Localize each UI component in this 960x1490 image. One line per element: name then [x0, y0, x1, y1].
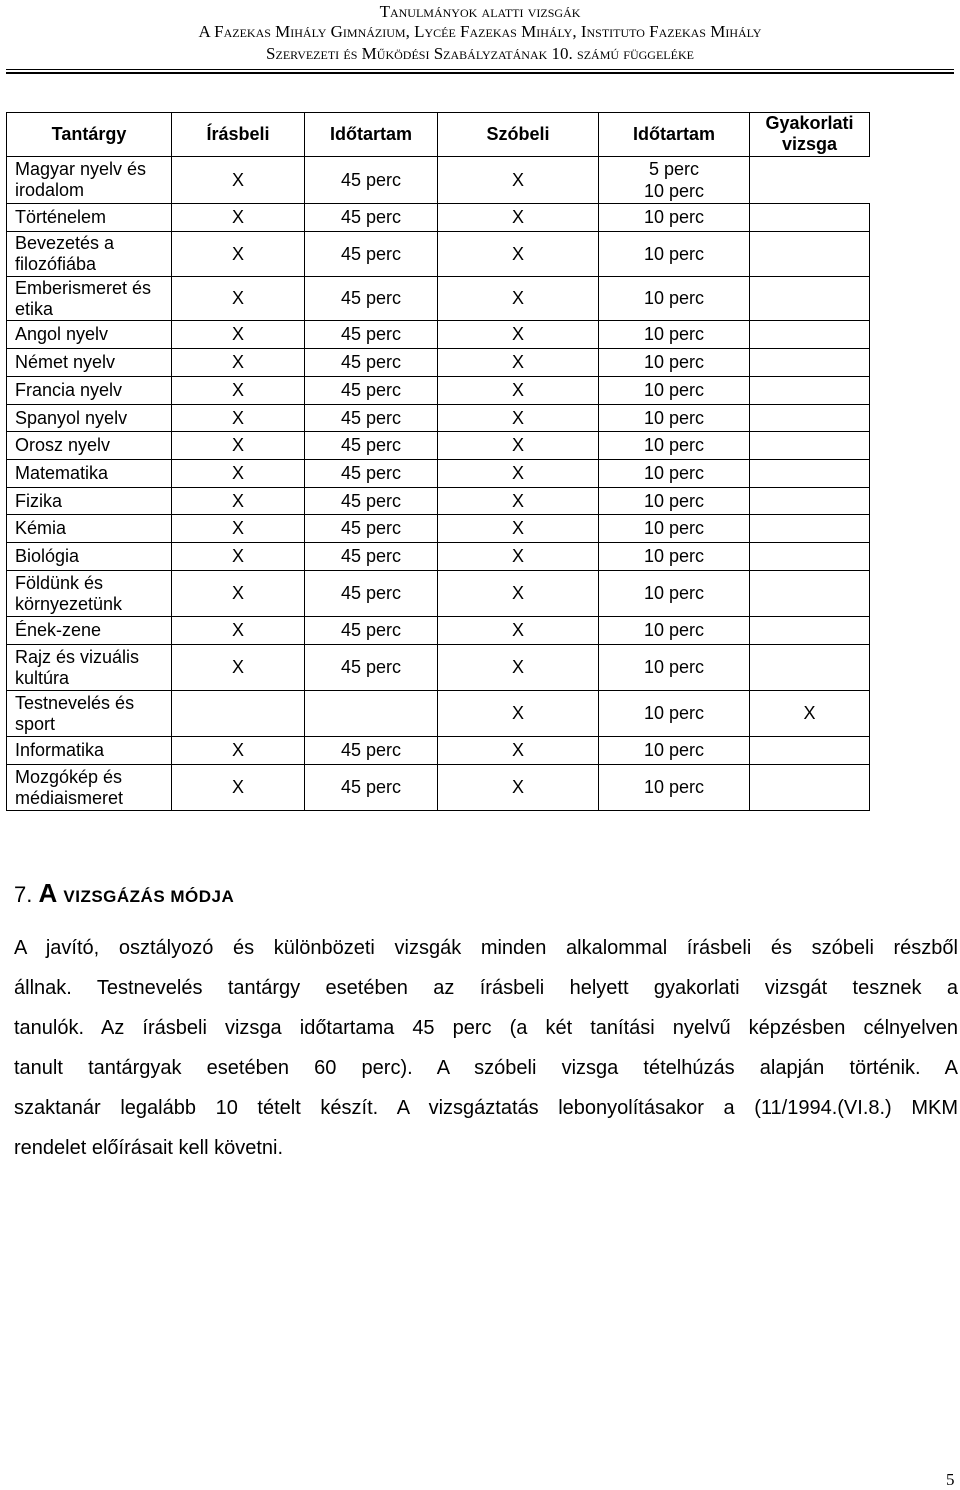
written-duration-cell: 45 perc: [305, 432, 438, 460]
oral-duration-cell: 10 perc: [599, 645, 750, 691]
table-row: [7, 571, 870, 617]
section-number: 7.: [14, 882, 33, 907]
oral-duration-cell: 10 perc: [599, 321, 750, 349]
written-cell: X: [172, 617, 305, 645]
section-title-first: A: [38, 878, 58, 908]
subject-cell: Informatika: [7, 737, 172, 765]
oral-duration-cell: 10 perc: [599, 737, 750, 765]
subject-cell: Testnevelés és sport: [7, 691, 172, 737]
written-cell: X: [172, 571, 305, 617]
paragraph-line: rendelet előírásait kell követni.: [14, 1137, 284, 1159]
written-cell: X: [172, 349, 305, 377]
oral-duration-cell: 10 perc: [599, 515, 750, 543]
subject-cell: Angol nyelv: [7, 321, 172, 349]
header-rule-thin: [6, 69, 954, 70]
written-duration-cell: 45 perc: [305, 571, 438, 617]
practical-cell: [750, 460, 870, 488]
subject-cell: Fizika: [7, 488, 172, 515]
section-heading: [14, 878, 234, 909]
written-cell: X: [172, 737, 305, 765]
header-line-1: Tanulmányok alatti vizsgák: [379, 2, 581, 21]
practical-cell: [750, 321, 870, 349]
oral-cell: X: [438, 405, 599, 432]
header-oral-duration: Időtartam: [599, 113, 750, 157]
section-title-rest: VIZSGÁZÁS MÓDJA: [63, 887, 235, 906]
oral-duration-cell: 10 perc: [599, 460, 750, 488]
table-row: [7, 232, 870, 277]
written-cell: X: [172, 277, 305, 321]
oral-duration-value: 10 perc: [643, 181, 705, 201]
oral-cell: X: [438, 737, 599, 765]
subject-cell: Történelem: [7, 204, 172, 232]
written-duration-cell: 45 perc: [305, 204, 438, 232]
oral-cell: X: [438, 515, 599, 543]
header-line-3: Szervezeti és Működési Szabályzatának 10. számú függeléke: [266, 44, 694, 63]
written-duration-cell: [305, 691, 438, 737]
table-row: [7, 432, 870, 460]
table-row: [7, 460, 870, 488]
subject-cell: Francia nyelv: [7, 377, 172, 405]
practical-cell: [750, 765, 870, 811]
practical-cell: [750, 349, 870, 377]
exam-table: [6, 112, 870, 811]
written-cell: X: [172, 157, 305, 204]
subject-cell: Matematika: [7, 460, 172, 488]
body-paragraph: [14, 928, 958, 1168]
oral-duration-cell: 10 perc: [599, 691, 750, 737]
header-subject: Tantárgy: [7, 113, 172, 157]
header-practical: Gyakorlati vizsga: [750, 113, 870, 157]
practical-cell: [750, 488, 870, 515]
written-duration-cell: 45 perc: [305, 157, 438, 204]
written-duration-cell: 45 perc: [305, 460, 438, 488]
oral-duration-cell: [599, 157, 750, 204]
paragraph-line: szaktanár legalább 10 tételt készít. A vizsgáztatás lebonyolításakor a (11/1994.(VI.8.) MKM: [14, 1097, 958, 1119]
oral-cell: X: [438, 460, 599, 488]
oral-cell: X: [438, 617, 599, 645]
table-row: [7, 515, 870, 543]
header-written-duration: Időtartam: [305, 113, 438, 157]
table-row: [7, 645, 870, 691]
written-duration-cell: 45 perc: [305, 405, 438, 432]
practical-cell: [750, 571, 870, 617]
table-row: [7, 691, 870, 737]
oral-cell: X: [438, 645, 599, 691]
subject-cell: Mozgókép és médiaismeret: [7, 765, 172, 811]
written-duration-cell: 45 perc: [305, 617, 438, 645]
table-row: [7, 765, 870, 811]
practical-cell: [750, 432, 870, 460]
subject-cell: Földünk és környezetünk: [7, 571, 172, 617]
written-cell: X: [172, 204, 305, 232]
oral-duration-value: 5 perc: [648, 159, 700, 179]
table-row: [7, 617, 870, 645]
written-duration-cell: 45 perc: [305, 765, 438, 811]
table-row: [7, 204, 870, 232]
header-oral: Szóbeli: [438, 113, 599, 157]
table-row: [7, 349, 870, 377]
paragraph-line: tanult tantárgyak esetében 60 perc). A szóbeli vizsga tételhúzás alapján történik. A: [14, 1057, 958, 1079]
practical-cell: [750, 543, 870, 571]
practical-cell: [750, 377, 870, 405]
subject-cell: Spanyol nyelv: [7, 405, 172, 432]
oral-duration-cell: 10 perc: [599, 432, 750, 460]
written-cell: X: [172, 321, 305, 349]
subject-cell: Emberismeret és etika: [7, 277, 172, 321]
practical-cell: [750, 617, 870, 645]
oral-cell: X: [438, 232, 599, 277]
oral-cell: X: [438, 765, 599, 811]
oral-cell: X: [438, 277, 599, 321]
oral-duration-cell: 10 perc: [599, 349, 750, 377]
paragraph-line: tanulók. Az írásbeli vizsga időtartama 45 perc (a két tanítási nyelvű képzésben célnyelven: [14, 1017, 958, 1039]
written-cell: X: [172, 232, 305, 277]
practical-cell: [750, 737, 870, 765]
written-duration-cell: 45 perc: [305, 488, 438, 515]
header-line-2: A Fazekas Mihály Gimnázium, Lycée Fazekas Mihály, Instituto Fazekas Mihály: [198, 22, 762, 41]
table-row: [7, 737, 870, 765]
written-duration-cell: 45 perc: [305, 277, 438, 321]
written-cell: X: [172, 377, 305, 405]
oral-cell: X: [438, 543, 599, 571]
subject-cell: Orosz nyelv: [7, 432, 172, 460]
written-duration-cell: 45 perc: [305, 515, 438, 543]
practical-cell: [750, 515, 870, 543]
practical-cell: [750, 232, 870, 277]
oral-cell: X: [438, 321, 599, 349]
written-cell: X: [172, 515, 305, 543]
subject-cell: Biológia: [7, 543, 172, 571]
table-row: [7, 405, 870, 432]
oral-cell: X: [438, 432, 599, 460]
subject-cell: Magyar nyelv és irodalom: [7, 157, 172, 204]
subject-cell: Kémia: [7, 515, 172, 543]
table-row: [7, 157, 870, 204]
practical-cell: [750, 645, 870, 691]
subject-cell: Német nyelv: [7, 349, 172, 377]
subject-cell: Bevezetés a filozófiába: [7, 232, 172, 277]
oral-duration-cell: 10 perc: [599, 571, 750, 617]
paragraph-line: A javító, osztályozó és különbözeti vizsgák minden alkalommal írásbeli és szóbeli részből: [14, 937, 958, 959]
paragraph-line: állnak. Testnevelés tantárgy esetében az írásbeli helyett gyakorlati vizsgát tesznek a: [14, 977, 958, 999]
table-row: [7, 488, 870, 515]
practical-cell: [750, 405, 870, 432]
written-cell: [172, 691, 305, 737]
table-row: [7, 543, 870, 571]
written-duration-cell: 45 perc: [305, 232, 438, 277]
subject-cell: Ének-zene: [7, 617, 172, 645]
oral-cell: X: [438, 571, 599, 617]
oral-duration-cell: 10 perc: [599, 488, 750, 515]
written-cell: X: [172, 405, 305, 432]
oral-duration-cell: 10 perc: [599, 617, 750, 645]
oral-duration-cell: 10 perc: [599, 543, 750, 571]
oral-cell: X: [438, 349, 599, 377]
oral-cell: X: [438, 377, 599, 405]
subject-cell: Rajz és vizuális kultúra: [7, 645, 172, 691]
oral-duration-cell: 10 perc: [599, 377, 750, 405]
written-cell: X: [172, 765, 305, 811]
written-duration-cell: 45 perc: [305, 737, 438, 765]
written-cell: X: [172, 460, 305, 488]
written-duration-cell: 45 perc: [305, 349, 438, 377]
written-cell: X: [172, 432, 305, 460]
header-rule-thick: [6, 72, 954, 74]
written-cell: X: [172, 543, 305, 571]
written-duration-cell: 45 perc: [305, 377, 438, 405]
practical-cell: X: [750, 691, 870, 737]
header-written: Írásbeli: [172, 113, 305, 157]
written-duration-cell: 45 perc: [305, 645, 438, 691]
oral-duration-cell: 10 perc: [599, 765, 750, 811]
table-row: [7, 277, 870, 321]
oral-duration-cell: 10 perc: [599, 405, 750, 432]
page-number: 5: [946, 1470, 955, 1489]
written-duration-cell: 45 perc: [305, 321, 438, 349]
table-row: [7, 377, 870, 405]
written-duration-cell: 45 perc: [305, 543, 438, 571]
table-row: [7, 321, 870, 349]
oral-duration-cell: 10 perc: [599, 232, 750, 277]
oral-cell: X: [438, 488, 599, 515]
oral-cell: X: [438, 157, 599, 204]
practical-cell: [750, 277, 870, 321]
written-cell: X: [172, 645, 305, 691]
written-cell: X: [172, 488, 305, 515]
oral-duration-cell: 10 perc: [599, 277, 750, 321]
practical-cell: [750, 204, 870, 232]
oral-cell: X: [438, 204, 599, 232]
oral-cell: X: [438, 691, 599, 737]
oral-duration-cell: 10 perc: [599, 204, 750, 232]
